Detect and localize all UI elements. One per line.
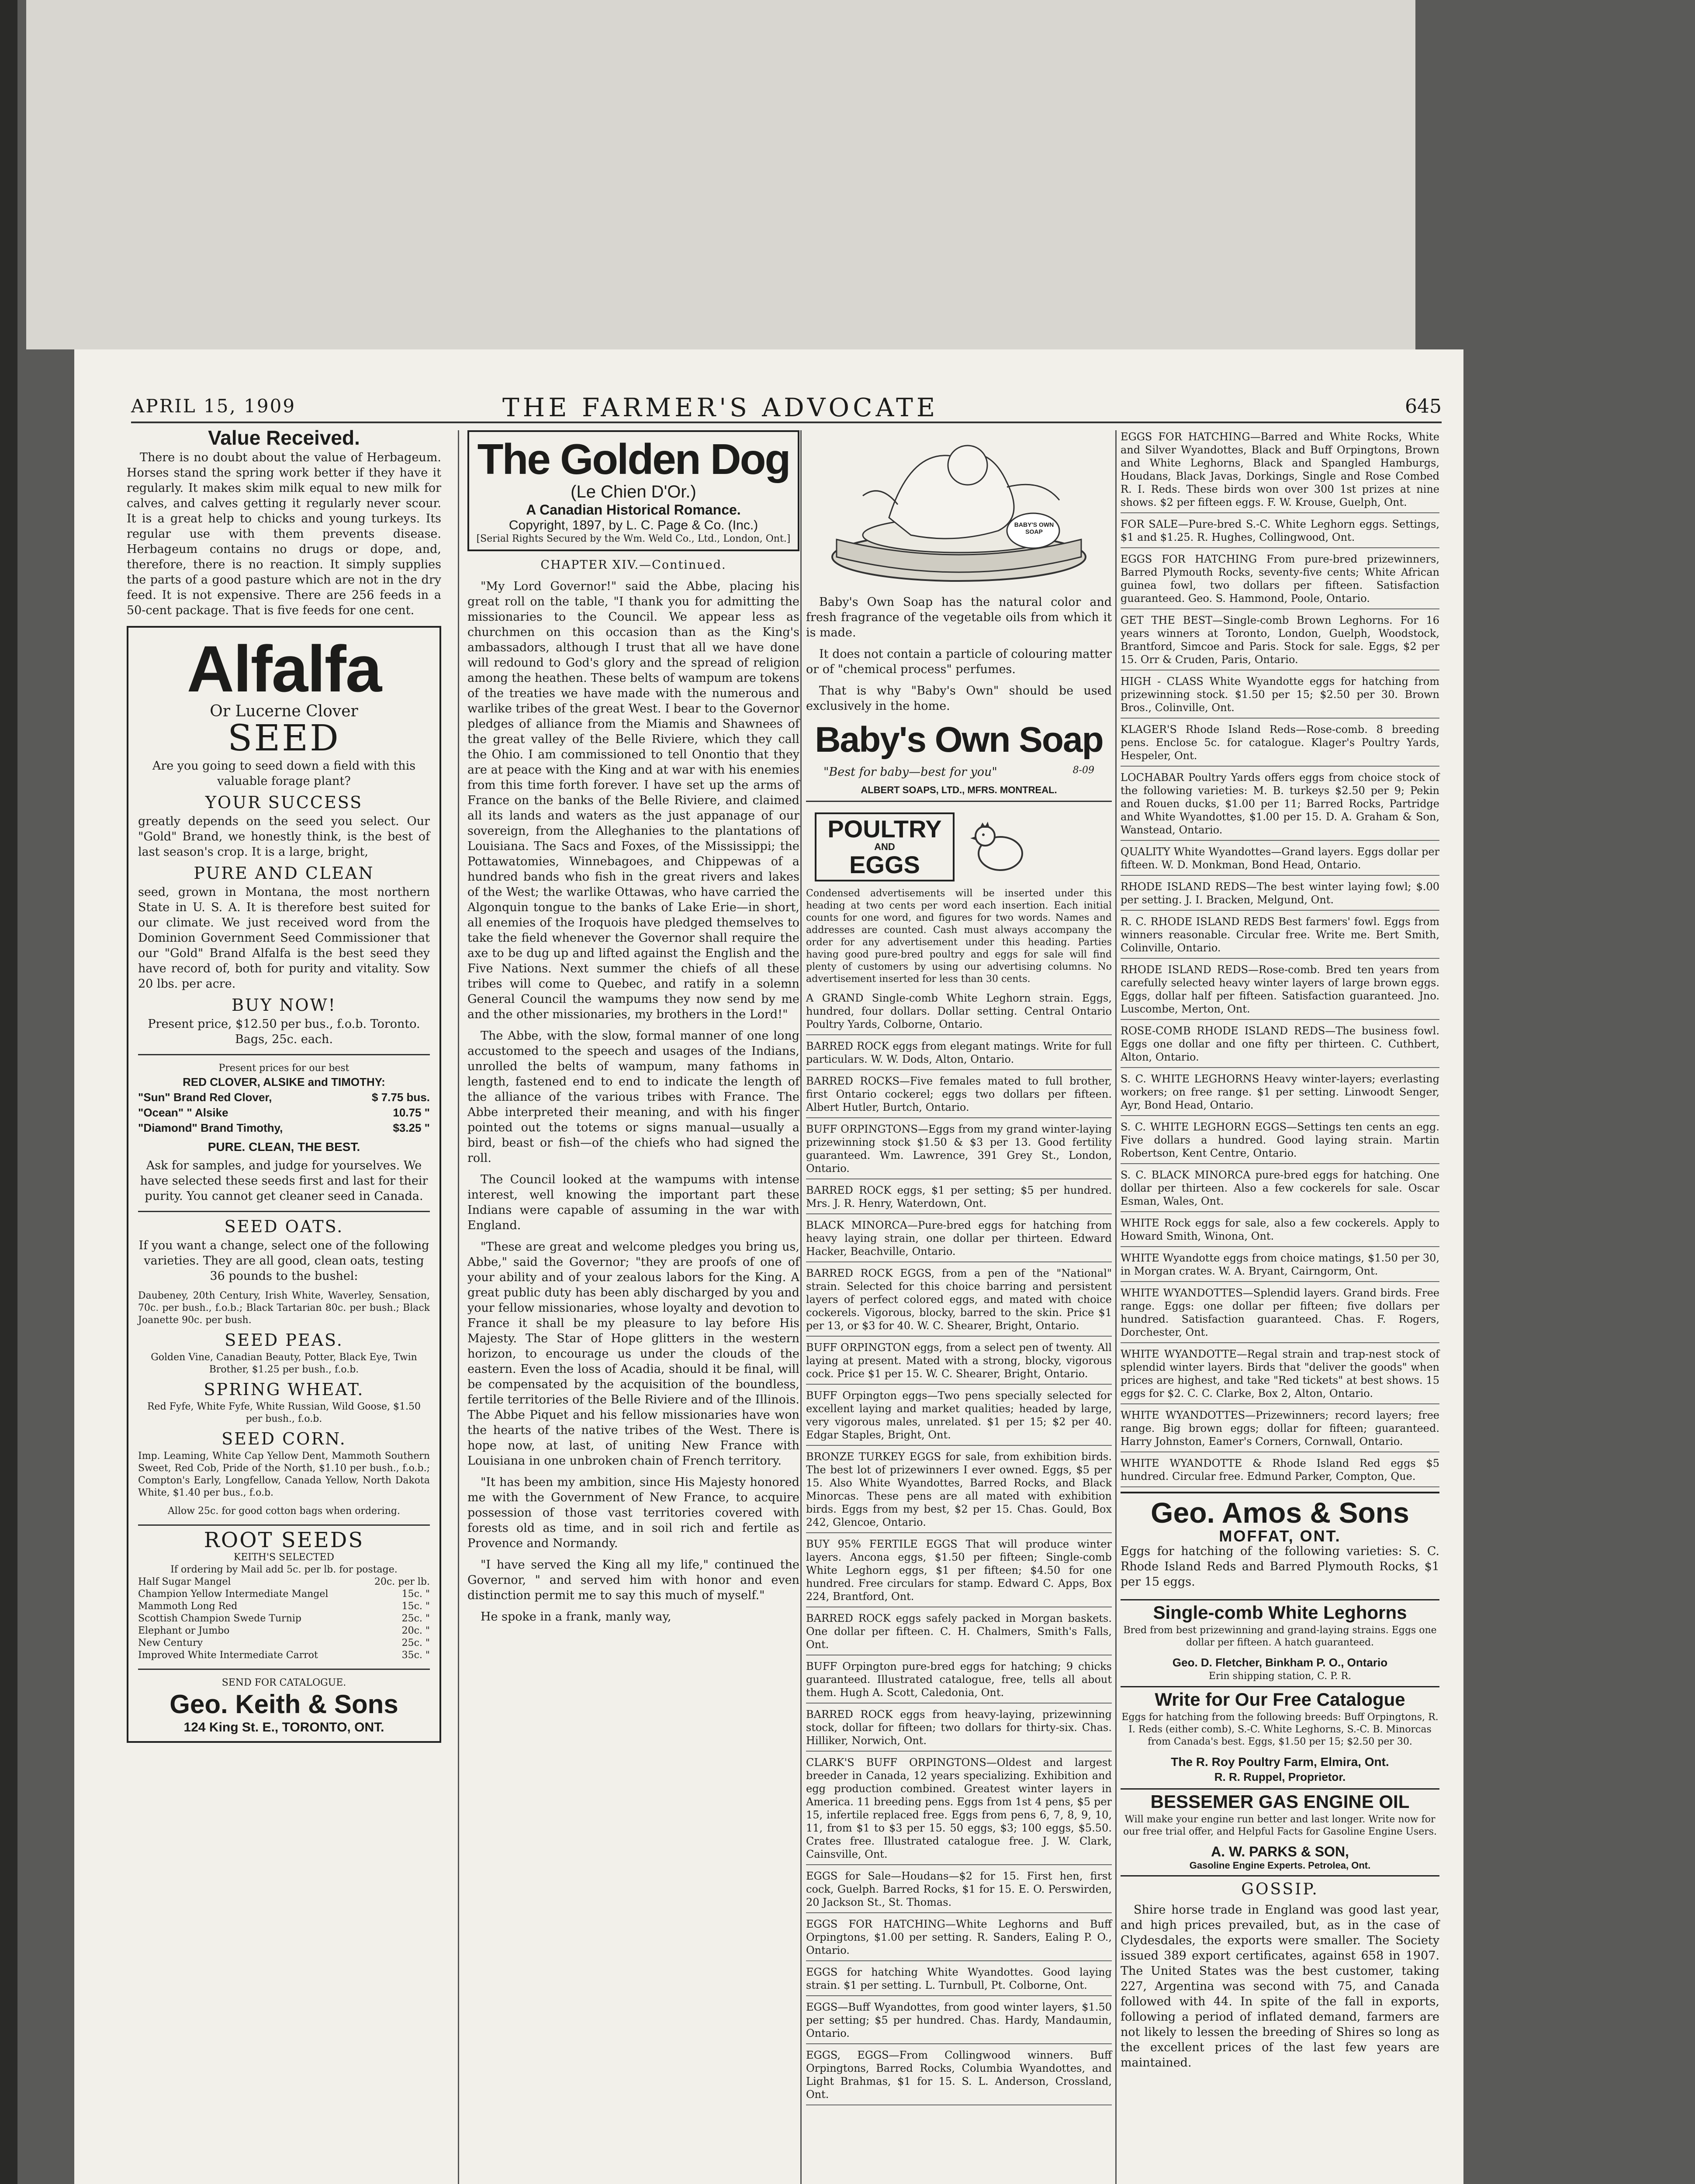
classified-ad: QUALITY White Wyandottes—Grand layers. Eggs dollar per fifteen. W. D. Monkman, Bond Head, Ontario.	[1121, 845, 1439, 876]
root-price: 25c. "	[401, 1638, 430, 1648]
root-price: 20c. per lb.	[374, 1576, 430, 1587]
root-name: Half Sugar Mangel	[138, 1576, 231, 1587]
root-price: 20c. "	[401, 1625, 430, 1636]
column-rule	[458, 430, 459, 2184]
root-row	[138, 1588, 430, 1600]
classified-ad: WHITE WYANDOTTES—Splendid layers. Grand birds. Free range. Eggs: one dollar per fifteen; five dollars per hundred. Satisfaction guaranteed. Chas. F. Rogers, Dorchester, Ont.	[1121, 1286, 1439, 1343]
fletcher-name: Geo. D. Fletcher, Binkham P. O., Ontario	[1172, 1656, 1388, 1669]
root-price: 25c. "	[401, 1613, 430, 1624]
divider	[138, 1054, 430, 1055]
alfalfa-price: Present price, $12.50 per bus., f.o.b. Toronto. Bags, 25c. each.	[148, 1017, 420, 1046]
root-name: New Century	[138, 1638, 203, 1648]
column-3	[806, 430, 1112, 2110]
fletcher-note: Erin shipping station, C. P. R.	[1208, 1671, 1352, 1682]
classified-ad: FOR SALE—Pure-bred S.-C. White Leghorn eggs. Settings, $1 and $1.25. R. Hughes, Collingwood, Ont.	[1121, 518, 1439, 548]
poultry-word: POULTRY	[827, 815, 942, 843]
oats-heading: SEED OATS.	[224, 1217, 344, 1236]
keith-firm-name: Geo. Keith & Sons	[170, 1690, 398, 1719]
oats-body: If you want a change, select one of the following varieties. They are all good, clean oats, testing 36 pounds to the bushel:	[138, 1239, 429, 1283]
ruppel-proprietor: R. R. Ruppel, Proprietor.	[1214, 1770, 1346, 1783]
classified-ad: KLAGER'S Rhode Island Reds—Rose-comb. 8 breeding pens. Enclose 5c. for catalogue. Klager's Poultry Yards, Hespeler, Ont.	[1121, 723, 1439, 767]
story-paragraph: The Abbe, with the slow, formal manner of one long accustomed to the speech and usages of the Indians, unrolled the belts of wampum, many fathoms in length, fastened end to end to indicate the length of the alliance of the various tribes with France. The Abbe interpreted their meaning, and with his finger pointed out the totems or signs manual—usually a bird, beast or fish—of the chiefs who had signed the roll.	[467, 1029, 799, 1165]
root-price: 15c. "	[401, 1601, 430, 1612]
amos-title: Geo. Amos & Sons	[1151, 1496, 1409, 1529]
clover-row	[138, 1120, 430, 1136]
samples-text: Ask for samples, and judge for yourselves. We have selected these seeds first and last for their purity. You cannot get cleaner seed in Canada.	[140, 1159, 428, 1203]
root-row	[138, 1576, 430, 1588]
classified-ad: BARRED ROCK eggs, $1 per setting; $5 per hundred. Mrs. J. R. Henry, Waterdown, Ont.	[806, 1184, 1112, 1214]
classified-ad: EGGS FOR HATCHING From pure-bred prizewinners, Barred Plymouth Rocks, seventy-five cents; White African guinea fowl, two dollars per fifteen. Satisfaction guaranteed. Geo. S. Hammond, Poole, Ontario.	[1121, 553, 1439, 609]
wheat-list: Red Fyfe, White Fyfe, White Russian, Wild Goose, $1.50 per bush., f.o.b.	[147, 1401, 421, 1424]
golden-dog-title: The Golden Dog	[477, 435, 790, 483]
clover-name: "Sun" Brand Red Clover,	[138, 1091, 272, 1104]
value-received-heading: Value Received.	[208, 426, 360, 449]
parks-firm: A. W. PARKS & SON,	[1211, 1844, 1349, 1859]
golden-dog-subtitle: (Le Chien D'Or.)	[571, 482, 696, 501]
classified-ad: EGGS for hatching White Wyandottes. Good laying strain. $1 per setting. L. Turnbull, Pt. Colborne, Ont.	[806, 1966, 1112, 1996]
poultry-intro: Condensed advertisements will be inserted under this heading at two cents per word each insertion. Each initial counts for one word, and figures for two words. Names and addresses are counted. Cash must always accompany the order for any advertisement under this heading. Parties having good pure-bred poultry and eggs for sale will find plenty of customers by using our advertising columns. No advertisement inserted for less than 30 cents.	[806, 888, 1112, 985]
leghorn-body: Bred from best prizewinning and grand-laying strains. Eggs one dollar per fifteen. A hatch guaranteed.	[1123, 1625, 1437, 1648]
alfalfa-title: Alfalfa	[187, 632, 381, 705]
poultry-and-eggs-heading	[815, 812, 955, 881]
root-row	[138, 1625, 430, 1637]
babys-own-code: 8-09	[1072, 765, 1094, 776]
classified-ad: WHITE WYANDOTTE—Regal strain and trap-nest stock of splendid winter layers. Birds that "deliver the goods" when prices are highest, and take "Red tickets" at best shows. 15 eggs for $2. C. C. Clarke, Box 2, Alton, Ontario.	[1121, 1348, 1439, 1404]
column-rule	[800, 430, 802, 2184]
classified-ad: HIGH - CLASS White Wyandotte eggs for hatching from prizewinning stock. $1.50 per 15; $2.50 per 30. Brown Bros., Colinville, Ont.	[1121, 675, 1439, 719]
classified-ad: ROSE-COMB RHODE ISLAND REDS—The business fowl. Eggs one dollar and one fifty per thirteen. C. Cuthbert, Alton, Ontario.	[1121, 1024, 1439, 1068]
babys-own-maker: ALBERT SOAPS, LTD., MFRS. MONTREAL.	[806, 784, 1112, 802]
alfalfa-question: Are you going to seed down a field with this valuable forage plant?	[152, 759, 416, 788]
chapter-heading: CHAPTER XIV.—Continued.	[540, 558, 726, 572]
clover-name: "Diamond" Brand Timothy,	[138, 1121, 283, 1134]
poultry-heading-row	[806, 806, 1112, 888]
hen-icon	[968, 816, 1029, 878]
ruppel-firm: The R. Roy Poultry Farm, Elmira, Ont.	[1171, 1755, 1389, 1769]
babys-own-body: It does not contain a particle of colouring matter or of "chemical process" perfumes.	[806, 647, 1112, 676]
gossip-heading: GOSSIP.	[1241, 1880, 1319, 1898]
classified-ad: S. C. WHITE LEGHORNS Heavy winter-layers; everlasting workers; on free range. $1 per setting. Linwoodt Senger, Ayr, Bond Head, Ontario.	[1121, 1072, 1439, 1116]
bessemer-ad	[1121, 1791, 1439, 1876]
buy-now-heading: BUY NOW!	[232, 995, 336, 1015]
clover-name: "Ocean" " Alsike	[138, 1106, 228, 1119]
babys-own-slogan: "Best for baby—best for you"	[823, 765, 997, 779]
classified-ad: BRONZE TURKEY EGGS for sale, from exhibition birds. The best lot of prizewinners I ever owned. Eggs, $5 per 15. Also White Wyandottes, Barred Rocks, and Black Minorcas. These pens are all mated with exhibition birds. Eggs from my best, $2 per 15. Chas. Gould, Box 242, Glencoe, Ontario.	[806, 1450, 1112, 1533]
pure-heading: PURE AND CLEAN	[194, 864, 374, 883]
story-paragraph: "It has been my ambition, since His Majesty honored me with the Government of New France, to acquire possession of those vast territories covered with forests old as time, and in soil rich and fertile as Provence and Normandy.	[467, 1476, 799, 1550]
divider	[138, 1524, 430, 1526]
classified-ad: BARRED ROCK eggs from heavy-laying, prizewinning stock, dollar for fifteen; two dollars for thirty-six. Chas. Hilliker, Norwich, Ont.	[806, 1708, 1112, 1752]
catalogue-body: Eggs for hatching from the following breeds: Buff Orpingtons, R. I. Reds (either comb), S.-C. White Leghorns, S.-C. B. Minorcas from Canada's best. Eggs, $1.50 per 15; $2.50 per 30.	[1121, 1712, 1439, 1747]
corn-heading: SEED CORN.	[221, 1429, 346, 1448]
golden-dog-masthead	[467, 430, 799, 551]
classified-ad: BUFF ORPINGTON eggs, from a select pen of twenty. All laying at present. Mated with a strong, blocky, vigorous cock. Price $1 per 15. W. C. Shearer, Bright, Ontario.	[806, 1341, 1112, 1385]
soap-cake-label: BABY'S OWN SOAP	[1014, 521, 1054, 535]
bags-note: Allow 25c. for good cotton bags when ordering.	[168, 1506, 400, 1517]
root-name: Champion Yellow Intermediate Mangel	[138, 1589, 329, 1600]
classified-ad: EGGS FOR HATCHING—White Leghorns and Buff Orpingtons, $1.00 per setting. R. Sanders, Ealing P. O., Ontario.	[806, 1918, 1112, 1961]
classified-ad: WHITE WYANDOTTES—Prizewinners; record layers; free range. Big brown eggs; dollar for fifteen; guaranteed. Harry Johnston, Eamer's Corners, Cornwall, Ontario.	[1121, 1409, 1439, 1452]
classified-ad: LOCHABAR Poultry Yards offers eggs from choice stock of the following varieties: M. B. turkeys $2.50 per 9; Pekin and Rouen ducks, $1.00 per 11; Barred Rocks, Partridge and White Wyandottes, $1.00 per 15. D. A. Graham & Son, Wanstead, Ontario.	[1121, 771, 1439, 841]
peas-heading: SEED PEAS.	[225, 1330, 343, 1350]
issue-date: APRIL 15, 1909	[131, 395, 296, 417]
divider	[138, 1211, 430, 1212]
seed-heading: SEED	[228, 718, 340, 759]
page-header	[131, 395, 1442, 423]
babys-own-title: Baby's Own Soap	[815, 720, 1103, 760]
wheat-heading: SPRING WHEAT.	[204, 1380, 364, 1399]
classified-ad: S. C. BLACK MINORCA pure-bred eggs for hatching. One dollar per thirteen. Also a few cockerels for sale. Oscar Esman, Wales, Ont.	[1121, 1168, 1439, 1212]
golden-dog-copyright: Copyright, 1897, by L. C. Page & Co. (Inc.)	[508, 518, 758, 532]
babys-own-slogan-row	[806, 764, 1112, 780]
story-paragraph: "My Lord Governor!" said the Abbe, placing his great roll on the table, "I thank you for admitting the missionaries to the Council. We appear less as churchmen on this occasion than as the King's ambassadors, although I trust that all we have done will redound to God's glory and the spread of religion among the heathen. These belts of wampum are tokens of the treaties we have made with the numerous and warlike tribes of the great West. I bear to the Governor pledges of alliance from the Miamis and Shawnees of the great valley of the Belle Riviere, which they call the Ohio. I am commissioned to tell Onontio that they are at peace with the King and at war with his enemies from this time forth forever. I have set up the arms of France on the banks of the Belle Riviere, and claimed all its lands and waters as the just appanage of our sovereign, from the Alleghanies to the plantations of Louisiana. The Sacs and Foxes, of the Mississippi; the Pottawatomies, Winnebagoes, and Chippewas of a hundred bands who fish in the great rivers and lakes of the West; the warlike Ottawas, who have carried the Algonquin tongue to the banks of Lake Erie—in short, all enemies of the Iroquois have pledged themselves to take the field whenever the Governor shall require the axe to be dug up and lifted against the English and the Five Nations. Next summer the chiefs of all these tribes will come to Quebec, and ratify in a solemn General Council the wampums they now send by me and the other missionaries, my brothers in the Lord!"	[467, 580, 799, 1021]
column-2	[467, 430, 799, 1631]
root-price: 15c. "	[401, 1589, 430, 1600]
classified-ad: R. C. RHODE ISLAND REDS Best farmers' fowl. Eggs from winners reasonable. Circular free. Write me. Bert Smith, Colinville, Ontario.	[1121, 915, 1439, 959]
classified-ad: BUY 95% FERTILE EGGS That will produce winter layers. Ancona eggs, $1.50 per fifteen; Single-comb White Leghorn eggs, $1 per fifteen; $4.50 for one hundred. Free circulars for stamp. Edward C. Apps, Box 224, Brantford, Ont.	[806, 1538, 1112, 1607]
poultry-classifieds-continued	[1121, 430, 1439, 1487]
classified-ad: EGGS—Buff Wyandottes, from good winter layers, $1.50 per setting; $5 per hundred. Chas. Hardy, Mandaumin, Ontario.	[806, 2001, 1112, 2044]
root-price: 35c. "	[401, 1650, 430, 1661]
alfalfa-subtitle: Or Lucerne Clover	[210, 702, 358, 720]
baby-in-soap-dish-icon	[823, 430, 1094, 587]
amos-body: Eggs for hatching of the following varieties: S. C. Rhode Island Reds and Barred Plymouth Rocks, $1 per 15 eggs.	[1121, 1545, 1439, 1589]
classified-ad: EGGS FOR HATCHING—Barred and White Rocks, White and Silver Wyandottes, Black and Buff Orpingtons, Brown and White Leghorns, Black and Spangled Hamburgs, Houdans, Black Javas, Dorkings, Single and Rose Combed R. I. Reds. These birds won over 300 1st prizes at nine shows. $2 per fifteen eggs. F. W. Krouse, Guelph, Ont.	[1121, 430, 1439, 513]
root-row	[138, 1637, 430, 1649]
corn-list: Imp. Leaming, White Cap Yellow Dent, Mammoth Southern Sweet, Red Cob, Pride of the North, $1.10 per bush., f.o.b.; Compton's Early, Longfellow, Canada Yellow, North Dakota White, $1.40 per bus., f.o.b.	[138, 1451, 430, 1498]
classified-ad: RHODE ISLAND REDS—Rose-comb. Bred ten years from carefully selected heavy winter layers of large brown eggs. Eggs, dollar half per fifteen. Satisfaction guaranteed. Jno. Luscombe, Merton, Ont.	[1121, 963, 1439, 1020]
gossip-body: Shire horse trade in England was good last year, and high prices prevailed, but, as in the case of Clydesdales, the exports were smaller. The Society issued 389 export certificates, against 658 in 1907. The United States was the best customer, taking 227, Argentina was second with 75, and Canada followed with 44. In spite of the fall in exports, following a period of inflated demand, farmers are not likely to lessen the breeding of Shires so long as the excellent prices of the last few years are maintained.	[1121, 1903, 1439, 2070]
classified-ad: BLACK MINORCA—Pure-bred eggs for hatching from heavy laying strain, one dollar per thirteen. Edward Hacker, Beachville, Ontario.	[806, 1219, 1112, 1262]
peas-list: Golden Vine, Canadian Beauty, Potter, Black Eye, Twin Brother, $1.25 per bush., f.o.b.	[151, 1352, 417, 1375]
clover-price: 10.75 "	[393, 1106, 430, 1119]
pure-body: seed, grown in Montana, the most northern State in U. S. A. It is therefore best suited for our climate. We just received word from the Dominion Government Seed Commissioner that our "Gold" Brand Alfalfa is the best seed they have record of, both for purity and vitality. Sow 20 lbs. per acre.	[138, 885, 430, 991]
classified-ad: BARRED ROCK eggs safely packed in Morgan baskets. One dollar per fifteen. C. H. Chalmers, Smith's Falls, Ont.	[806, 1612, 1112, 1655]
golden-dog-serial: [Serial Rights Secured by the Wm. Weld Co., Ltd., London, Ont.]	[476, 533, 791, 544]
classified-ad: EGGS for Sale—Houdans—$2 for 15. First hen, first cock, Guelph. Barred Rocks, $1 for 15. E. O. Perswirden, 20 Jackson St., St. Thomas.	[806, 1870, 1112, 1913]
leghorn-heading: Single-comb White Leghorns	[1153, 1602, 1407, 1623]
page-number: 645	[1405, 395, 1442, 418]
classified-ad: BARRED ROCK eggs from elegant matings. Write for full particulars. W. W. Dods, Alton, Ontario.	[806, 1040, 1112, 1070]
classified-ad: WHITE WYANDOTTE & Rhode Island Red eggs $5 hundred. Circular free. Edmund Parker, Compton, Que.	[1121, 1457, 1439, 1487]
babys-own-body: That is why "Baby's Own" should be used exclusively in the home.	[806, 684, 1112, 713]
baby-soap-illustration	[823, 430, 1094, 587]
clover-row	[138, 1090, 430, 1105]
root-name: Mammoth Long Red	[138, 1601, 238, 1612]
classified-ad: BUFF ORPINGTONS—Eggs from my grand winter-laying prizewinning stock $1.50 & $3 per 13. Good fertility guaranteed. Wm. Lawrence, 391 Grey St., London, Ontario.	[806, 1123, 1112, 1179]
root-name: Scottish Champion Swede Turnip	[138, 1613, 301, 1624]
oats-list: Daubeney, 20th Century, Irish White, Waverley, Sensation, 70c. per bush., f.o.b.; Black Tartarian 80c. per bush.; Black Joanette 90c. per bush.	[138, 1290, 430, 1326]
story-paragraph: He spoke in a frank, manly way,	[481, 1610, 671, 1624]
column-rule	[1115, 430, 1117, 2184]
clover-row	[138, 1105, 430, 1120]
babys-own-body: Baby's Own Soap has the natural color and fresh fragrance of the vegetable oils from which it is made.	[806, 595, 1112, 639]
clover-price: $3.25 "	[393, 1121, 430, 1134]
golden-dog-tagline: A Canadian Historical Romance.	[526, 502, 741, 518]
column-4	[1121, 430, 1439, 2077]
classified-ad: BARRED ROCK EGGS, from a pen of the "National" strain. Selected for this choice barring and persistent layers of perfect colored eggs, and mated with choice cockerels. Vigorous, blocky, barred to the skin. Price $1 per 13, or $3 for 40. W. C. Shearer, Bright, Ontario.	[806, 1267, 1112, 1337]
root-name: Elephant or Jumbo	[138, 1625, 230, 1636]
parks-place: Gasoline Engine Experts. Petrolea, Ont.	[1189, 1860, 1371, 1871]
keith-seed-ad	[127, 626, 441, 1743]
root-sub: KEITH'S SELECTED	[233, 1552, 335, 1563]
divider	[138, 1669, 430, 1670]
root-row	[138, 1600, 430, 1613]
root-row	[138, 1613, 430, 1625]
root-seeds-heading: ROOT SEEDS	[204, 1528, 364, 1552]
newspaper-title: THE FARMER'S ADVOCATE	[502, 393, 939, 422]
pure-clean-line: PURE. CLEAN, THE BEST.	[208, 1140, 360, 1154]
amos-ad	[1121, 1492, 1439, 1600]
column-1	[127, 426, 441, 1743]
keith-address: 124 King St. E., TORONTO, ONT.	[183, 1720, 384, 1735]
prices-heading: Present prices for our best	[218, 1063, 349, 1074]
root-name: Improved White Intermediate Carrot	[138, 1650, 318, 1661]
classified-ad: GET THE BEST—Single-comb Brown Leghorns. For 16 years winners at Toronto, London, Guelph, Woodstock, Brantford, Simcoe and Paris. Stock for sale. Eggs, $2 per 15. Orr & Cruden, Paris, Ontario.	[1121, 614, 1439, 670]
classified-ad: WHITE Wyandotte eggs from choice matings, $1.50 per 30, in Morgan crates. W. A. Bryant, Cairngorm, Ont.	[1121, 1251, 1439, 1282]
classified-ad: BUFF Orpington eggs—Two pens specially selected for excellent laying and market qualities; headed by large, very vigorous males, unrelated. $1 per 15; $2 per 40. Edgar Staples, Bright, Ont.	[806, 1389, 1112, 1446]
eggs-word: EGGS	[849, 851, 920, 878]
catalogue-heading: Write for Our Free Catalogue	[1155, 1689, 1405, 1710]
success-body: greatly depends on the seed you select. Our "Gold" Brand, we honestly think, is the best of last season's crop. It is a large, bright,	[138, 815, 430, 859]
amos-place: MOFFAT, ONT.	[1219, 1527, 1341, 1545]
classified-ad: A GRAND Single-comb White Leghorn strain. Eggs, hundred, four dollars. Dollar setting. Central Ontario Poultry Yards, Colborne, Ontario.	[806, 992, 1112, 1035]
success-heading: YOUR SUCCESS	[205, 793, 363, 812]
root-row	[138, 1649, 430, 1662]
catalogue-note: SEND FOR CATALOGUE.	[221, 1677, 346, 1688]
ruppel-ad	[1121, 1689, 1439, 1790]
story-paragraph: "I have served the King all my life," continued the Governor, " and served him with honor and even distinction permit me to say this much of myself."	[467, 1558, 799, 1602]
classified-ad: BARRED ROCKS—Five females mated to full brother, first Ontario cockerel; eggs two dollars per fifteen. Albert Hutler, Burtch, Ontario.	[806, 1075, 1112, 1118]
classified-ad: EGGS, EGGS—From Collingwood winners. Buff Orpingtons, Barred Rocks, Columbia Wyandottes, and Light Brahmas, $1 for 15. S. L. Anderson, Crossland, Ont.	[806, 2049, 1112, 2105]
bessemer-heading: BESSEMER GAS ENGINE OIL	[1150, 1791, 1410, 1812]
classified-ad: CLARK'S BUFF ORPINGTONS—Oldest and largest breeder in Canada, 12 years specializing. Exhibition and egg production combined. Greatest winter layers in America. 11 breeding pens. Eggs from 1st 4 pens, $5 per 15, infertile replaced free. Eggs from pens 6, 7, 8, 9, 10, 11, from $1 to $3 per 15. 50 eggs, $3; 100 eggs, $5.50. Crates free. Illustrated catalogue free. J. W. Clark, Cainsville, Ont.	[806, 1756, 1112, 1865]
clover-heading: RED CLOVER, ALSIKE and TIMOTHY:	[183, 1075, 385, 1089]
classified-ad: BUFF Orpington pure-bred eggs for hatching; 9 chicks guaranteed. Illustrated catalogue, free, tells all about them. Hugh A. Scott, Caledonia, Ont.	[806, 1660, 1112, 1704]
scan-edge	[0, 0, 17, 2184]
root-note: If ordering by Mail add 5c. per lb. for postage.	[170, 1564, 398, 1575]
page-top-margin	[26, 0, 1415, 349]
bessemer-body: Will make your engine run better and last longer. Write now for our free trial offer, and Helpful Facts for Gasoline Engine Users.	[1123, 1814, 1437, 1837]
value-received-body: There is no doubt about the value of Herbageum. Horses stand the spring work better if they have it regularly. It makes skim milk equal to new milk for calves, and calves getting it regularly never scour. It is a great help to chicks and young turkeys. Its regular use with them prevents disease. Herbageum contains no drugs or dope, and, therefore, there is no reaction. It simply supplies the parts of a good pasture which are not in the dry feed. It is not expensive. There are 256 feeds in a 50-cent package. That is five feeds for one cent.	[127, 451, 441, 617]
story-paragraph: The Council looked at the wampums with intense interest, well knowing the important part these Indians were capable of assuming in the war with England.	[467, 1173, 799, 1232]
story-paragraph: "These are great and welcome pledges you bring us, Abbe," said the Governor; "they are proofs of one of your ability and of your zealous labors for the King. A great public duty has been ably discharged by you and your fellow missionaries, whose loyalty and devotion to France it shall be my pleasure to lay before His Majesty. The Star of Hope glitters in the western horizon, to encourage us under the clouds of the eastern. Even the loss of Acadia, should it be final, will be compensated by the acquisition of the boundless, fertile territories of the Belle Riviere and of the Illinois. The Abbe Piquet and his fellow missionaries have won the hearts of the native tribes of the West. There is hope now, at last, of uniting New France with Louisiana in one unbroken chain of French territory.	[467, 1240, 799, 1468]
poultry-classifieds	[806, 992, 1112, 2105]
classified-ad: WHITE Rock eggs for sale, also a few cockerels. Apply to Howard Smith, Winona, Ont.	[1121, 1216, 1439, 1247]
fletcher-ad	[1121, 1602, 1439, 1687]
classified-ad: RHODE ISLAND REDS—The best winter laying fowl; $.00 per setting. J. I. Bracken, Melgund, Ont.	[1121, 880, 1439, 911]
clover-price: $ 7.75 bus.	[372, 1091, 430, 1104]
and-word: AND	[874, 841, 895, 852]
classified-ad: S. C. WHITE LEGHORN EGGS—Settings ten cents an egg. Five dollars a hundred. Good laying strain. Martin Robertson, Kent Centre, Ontario.	[1121, 1120, 1439, 1164]
